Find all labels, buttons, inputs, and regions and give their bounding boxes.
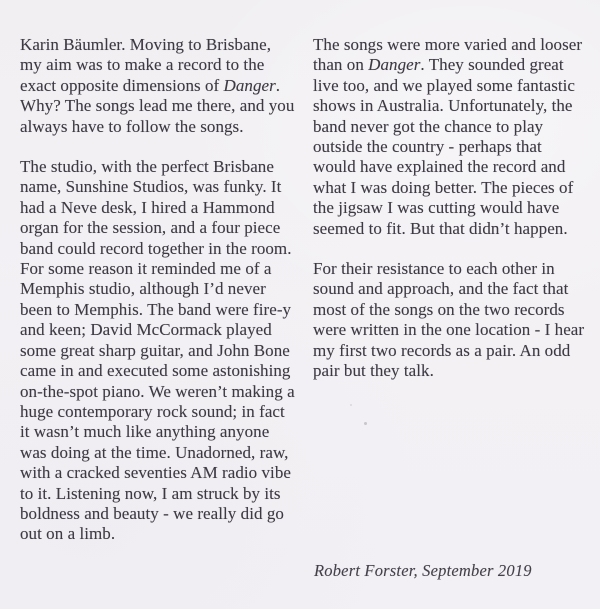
author-credit: Robert Forster, September 2019 — [314, 561, 532, 580]
scan-speck — [364, 422, 367, 425]
text-column-right — [313, 35, 585, 402]
paragraph-right-2: For their resistance to each other in sound and approach, and the fact that most of the songs on the two records were written in the one location - I hear my first two records as a pair. An odd pair but they talk. — [313, 259, 585, 381]
paragraph-left-2: The studio, with the perfect Brisbane name, Sunshine Studios, was funky. It had a Neve desk, I hired a Hammond organ for the session, and a four piece band could record together in the room. For some reason it reminded me of a Memphis studio, although I’d never been to Memphis. The band were fire-y and keen; David McCormack played some great sharp guitar, and John Bone came in and executed some astonishing on-the-spot piano. We weren’t making a huge contemporary rock sound; in fact it wasn’t much like anything anyone was doing at the time. Unadorned, raw, with a cracked seventies AM radio vibe to it. Listening now, I am struck by its boldness and beauty - we really did go out on a limb. — [20, 157, 295, 544]
scan-speck — [350, 404, 352, 406]
paragraph-right-1: The songs were more varied and looser than on Danger. They sounded great live too, and we played some fantastic shows in Australia. Unfortunately, the band never got the chance to play outside the country - perhaps that would have explained the record and what I was doing better. The pieces of the jigsaw I was cutting would have seemed to fit. But that didn’t happen. — [313, 35, 583, 238]
paragraph-left-1: Karin Bäumler. Moving to Brisbane, my aim was to make a record to the exact opposite dimensions of Danger. Why? The songs lead me there, and you always have to follow the songs. — [20, 35, 295, 136]
text-column-left — [20, 35, 296, 565]
